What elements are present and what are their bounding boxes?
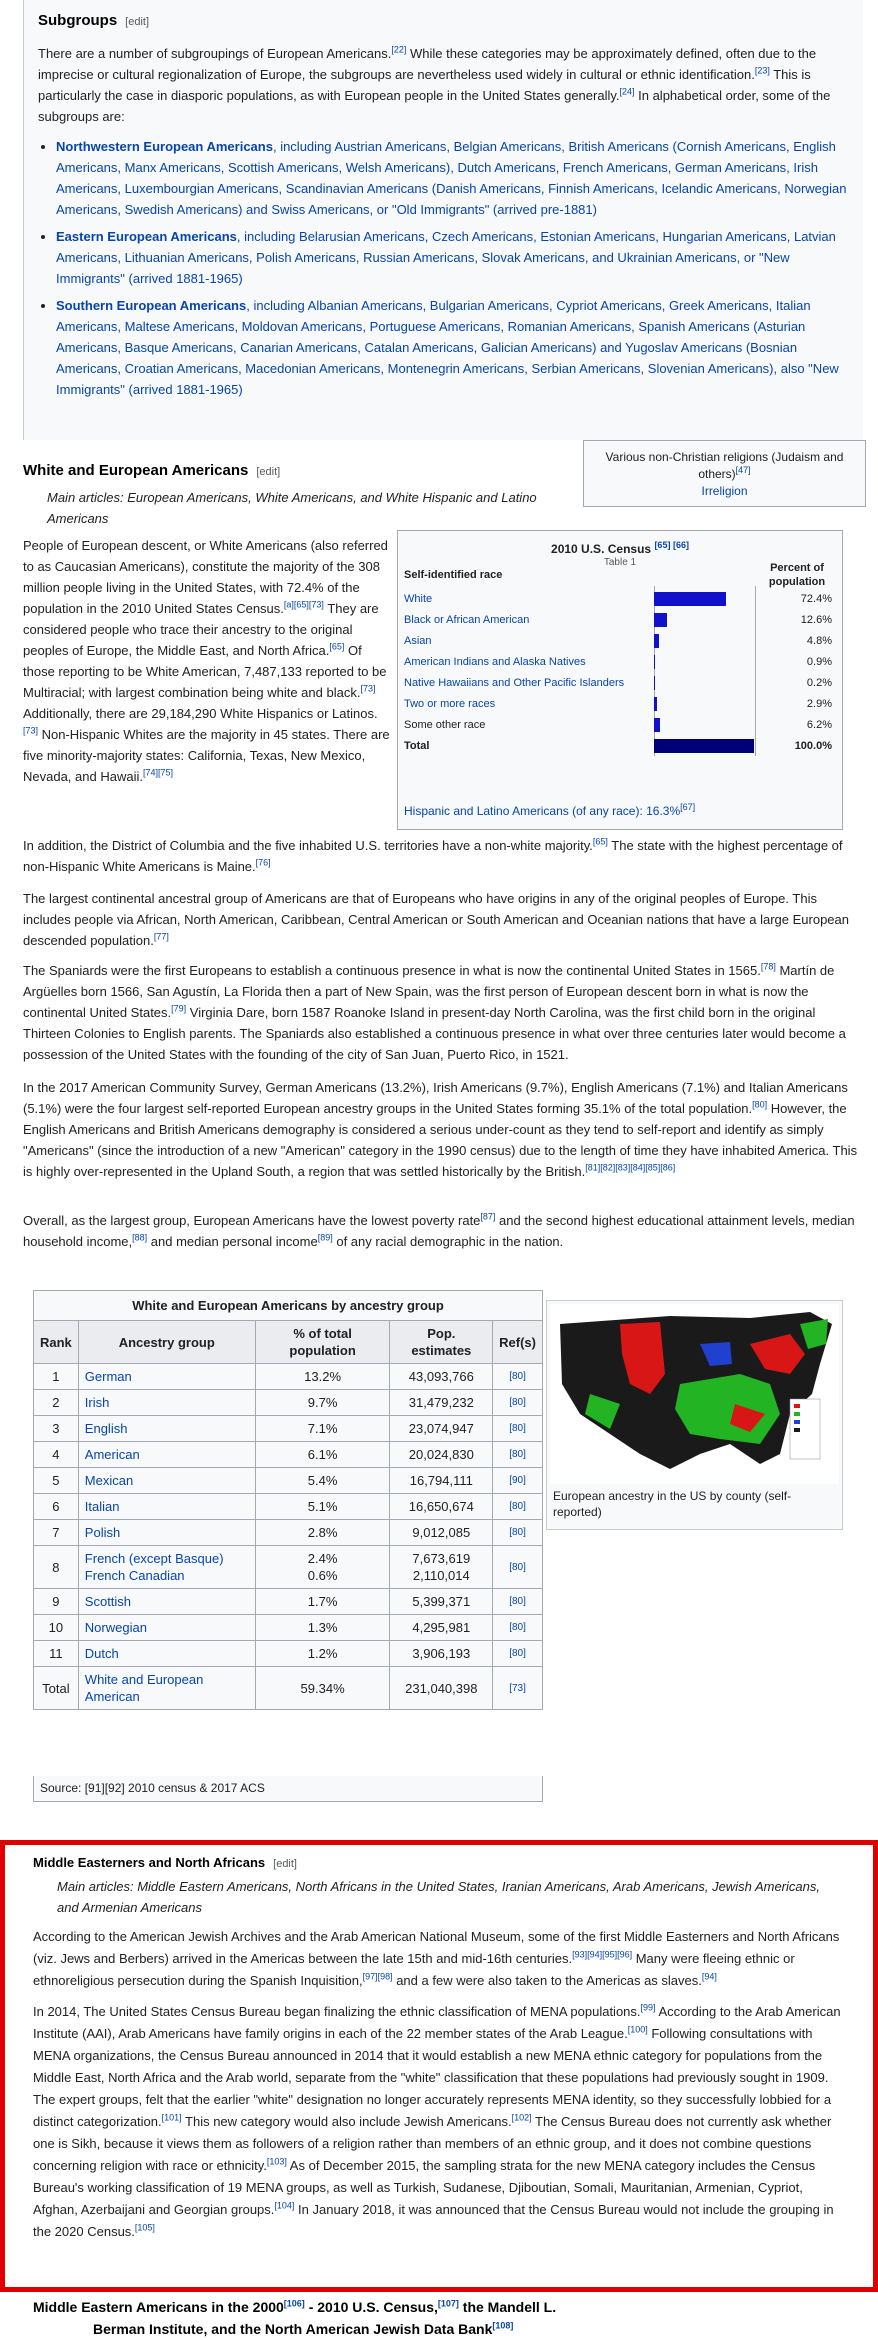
census-bar bbox=[654, 739, 754, 753]
pct-cell bbox=[255, 1390, 390, 1416]
table-header-row bbox=[34, 1321, 543, 1364]
ref-link[interactable]: [47] bbox=[735, 465, 751, 475]
ref-cell bbox=[493, 1546, 543, 1589]
rank-value: 10 bbox=[48, 1620, 64, 1635]
pct-value: 9.7% bbox=[307, 1395, 338, 1410]
group-link[interactable]: Irish bbox=[84, 1395, 110, 1410]
list-item: • Southern European Americans, including Albanian Americans, Bulgarian Americans, Cypriot Americans, Greek Americans, Italian Americans, Maltese Americans, Moldovan Americans, Portuguese Americans, Romanian Americans, Spanish Americans (Asturian Americans, Basque Americans, Canarian Americans, Catalan Americans, Galician Americans) and Yugoslav Americans (Bosnian Americans, Croatian Americans, Macedonian Americans, Montenegrin Americans, Serbian Americans, Slovenian Americans), also "New Immigrants" (arrived 1881-1965) bbox=[56, 295, 849, 400]
ref-link[interactable]: [80] bbox=[509, 1501, 526, 1512]
rank-value: 3 bbox=[52, 1421, 60, 1436]
census-category-label[interactable]: Asian bbox=[404, 635, 432, 647]
pop-value: 31,479,232 bbox=[408, 1395, 474, 1410]
group-link[interactable]: French Canadian bbox=[84, 1568, 185, 1583]
ref-link[interactable]: [80] bbox=[509, 1648, 526, 1659]
rank-value: 1 bbox=[52, 1369, 60, 1384]
census-row bbox=[404, 589, 836, 609]
group-link[interactable]: Scottish bbox=[84, 1594, 132, 1609]
census-row bbox=[404, 610, 836, 630]
ref-cell bbox=[493, 1364, 543, 1390]
rank-cell bbox=[34, 1589, 79, 1615]
census-row bbox=[404, 631, 836, 651]
group-cell bbox=[78, 1667, 255, 1710]
group-link[interactable]: White and European American bbox=[84, 1672, 204, 1704]
ref-link[interactable]: [24] bbox=[619, 86, 635, 97]
group-link[interactable]: French (except Basque) bbox=[84, 1551, 224, 1566]
subgroup-link[interactable]: Eastern European Americans bbox=[56, 229, 237, 244]
rank-value: 7 bbox=[52, 1525, 60, 1540]
mena-paragraph-1: According to the American Jewish Archives and the Arab American National Museum, some of the first Middle Easterners and North Africans (viz. Jews and Berbers) arrived in the Americas between the late 15th and mid-16th centuries.[93][94][95][96] Many were fleeing ethnic or ethnoreligious persecution during the Spanish Inquisition,[97][98] and a few were also taken to the Americas as slaves.[94] bbox=[33, 1929, 840, 1988]
white-paragraph-4: In the 2017 American Community Survey, German Americans (13.2%), Irish Americans (9.7%), English Americans (7.1%) and Italian Americans (5.1%) were the four largest self-reported European ancestry groups in the United States forming 35.1% of the total population.[80] However, the English Americans and British Americans demography is considered a serious under-count as they tend to self-report and identify as simply "Americans" (since the introduction of a new "American" category in the 1990 census) due to the length of time they have inhabited America. This is highly over-represented in the Upland South, a region that was settled historically by the British.[81][82][83][84][85][86] bbox=[23, 1080, 858, 1179]
map-caption: European ancestry in the US by county (self-reported) bbox=[553, 1489, 792, 1519]
pop-value: 20,024,830 bbox=[408, 1447, 474, 1462]
pop-cell bbox=[390, 1416, 493, 1442]
list-item: • Northwestern European Americans, including Austrian Americans, Belgian Americans, British Americans (Cornish Americans, English Americans, Manx Americans, Scottish Americans, Welsh Americans), Dutch Americans, French Americans, German Americans, Irish Americans, Luxembourgian Americans, Scandinavian Americans (Danish Americans, Finnish Americans, Icelandic Americans, Norwegian Americans, Swedish Americans) and Swiss Americans, or "Old Immigrants" (arrived pre-1881) bbox=[56, 136, 849, 220]
rank-value: 6 bbox=[52, 1499, 60, 1514]
ref-link[interactable]: [73] bbox=[509, 1682, 526, 1694]
mena-heading: Middle Easterners and North Africans [edit] bbox=[33, 1855, 297, 1870]
rank-cell bbox=[34, 1667, 79, 1710]
census-row bbox=[404, 694, 836, 714]
pop-value: 16,794,111 bbox=[409, 1473, 473, 1488]
list-item: • Eastern European Americans, including Belarusian Americans, Czech Americans, Estonian Americans, Hungarian Americans, Latvian Americans, Lithuanian Americans, Polish Americans, Russian Americans, Slovak Americans, and Ukrainian Americans, or "New Immigrants" (arrived 1881-1965) bbox=[56, 226, 849, 289]
main-articles-hatnote: Main articles: Middle Eastern Americans, North Africans in the United States, Iranian Americans, Arab Americans, Jewish Americans, and Armenian Americans bbox=[57, 1879, 820, 1915]
pop-cell bbox=[390, 1520, 493, 1546]
ref-link[interactable]: [106] bbox=[283, 2298, 305, 2309]
group-cell bbox=[78, 1641, 255, 1667]
pct-cell bbox=[255, 1667, 390, 1710]
ref-link[interactable]: [99] bbox=[640, 2002, 656, 2013]
census-category-label[interactable]: Black or African American bbox=[404, 614, 530, 626]
table-row bbox=[34, 1546, 543, 1589]
rank-value: 9 bbox=[52, 1594, 60, 1609]
ref-link[interactable]: [80] bbox=[509, 1423, 526, 1434]
pct-cell bbox=[255, 1494, 390, 1520]
table-caption: White and European Americans by ancestry group bbox=[33, 1290, 543, 1320]
pop-value: 43,093,766 bbox=[408, 1369, 474, 1384]
pop-cell bbox=[390, 1641, 493, 1667]
rank-value: 4 bbox=[52, 1447, 60, 1462]
census-value-label: 12.6% bbox=[800, 614, 832, 626]
census-category-label[interactable]: Native Hawaiians and Other Pacific Islanders bbox=[404, 677, 625, 689]
census-bar bbox=[654, 718, 660, 732]
white-paragraph-3: The Spaniards were the first Europeans to establish a continuous presence in what is now the continental United States in 1565.[78] Martín de Argüelles born 1566, San Agustín, La Florida then a part of New Spain, was the first person of European descent born in what is now the continental United States.[79] Virginia Dare, born 1587 Roanoke Island in present-day North Carolina, was the first child born in the original Thirteen Colonies to English parents. The Spaniards also established a continuous presence in what over three centuries later would become a possession of the United States with the founding of the city of San Juan, Puerto Rico, in 1521. bbox=[23, 961, 846, 1062]
ref-link[interactable]: [101] bbox=[161, 2112, 182, 2123]
pct-cell bbox=[255, 1416, 390, 1442]
table-row bbox=[34, 1390, 543, 1416]
ref-link[interactable]: [100] bbox=[627, 2024, 648, 2035]
ref-cell bbox=[493, 1520, 543, 1546]
pct-value: 13.2% bbox=[304, 1369, 342, 1384]
group-cell bbox=[78, 1520, 255, 1546]
pop-cell bbox=[390, 1494, 493, 1520]
ref-link[interactable]: [22] bbox=[391, 44, 407, 55]
rank-value: 2 bbox=[52, 1395, 60, 1410]
rank-value: 11 bbox=[49, 1646, 63, 1661]
ref-link[interactable]: [104] bbox=[274, 2200, 295, 2211]
ref-link[interactable]: [76] bbox=[255, 857, 271, 868]
pct-cell bbox=[255, 1468, 390, 1494]
group-link[interactable]: German bbox=[84, 1369, 132, 1384]
ref-cell bbox=[493, 1416, 543, 1442]
pop-cell bbox=[390, 1589, 493, 1615]
census-value-label: 6.2% bbox=[806, 719, 832, 731]
group-cell bbox=[78, 1364, 255, 1390]
ref-link[interactable]: [87] bbox=[480, 1211, 496, 1222]
ref-link[interactable]: [65] bbox=[592, 836, 608, 847]
rank-cell bbox=[34, 1416, 79, 1442]
rank-cell bbox=[34, 1546, 79, 1589]
pct-cell bbox=[255, 1364, 390, 1390]
subgroup-link[interactable]: Northwestern European Americans bbox=[56, 139, 273, 154]
table-row bbox=[34, 1468, 543, 1494]
ref-link[interactable]: [80] bbox=[509, 1371, 526, 1382]
ref-cell bbox=[493, 1468, 543, 1494]
rank-cell bbox=[34, 1364, 79, 1390]
pop-value: 5,399,371 bbox=[412, 1594, 471, 1609]
ref-link[interactable]: [79] bbox=[171, 1003, 187, 1014]
ref-cell bbox=[493, 1667, 543, 1710]
ref-link[interactable]: [81][82][83][84][85][86] bbox=[585, 1162, 676, 1173]
col-race-header: Self-identified race bbox=[404, 569, 503, 581]
rank-cell bbox=[34, 1615, 79, 1641]
table-row bbox=[34, 1416, 543, 1442]
ref-link[interactable]: [97][98] bbox=[362, 1971, 393, 1982]
rank-value: Total bbox=[42, 1680, 70, 1696]
rank-cell bbox=[34, 1442, 79, 1468]
pop-cell bbox=[390, 1546, 493, 1589]
pop-value: 4,295,981 bbox=[412, 1620, 471, 1635]
group-cell bbox=[78, 1390, 255, 1416]
pct-value: 2.8% bbox=[307, 1525, 338, 1540]
group-link[interactable]: English bbox=[84, 1421, 128, 1436]
census-footer: Hispanic and Latino Americans (of any race): 16.3%[67] bbox=[404, 802, 696, 818]
ref-cell bbox=[493, 1390, 543, 1416]
pop-cell bbox=[390, 1364, 493, 1390]
ref-link[interactable]: [67] bbox=[680, 802, 696, 812]
ref-link[interactable]: [80] bbox=[509, 1449, 526, 1460]
group-cell bbox=[78, 1442, 255, 1468]
group-cell bbox=[78, 1589, 255, 1615]
pop-value: 2,110,014 bbox=[412, 1568, 470, 1583]
pop-cell bbox=[390, 1390, 493, 1416]
edit-link[interactable]: [edit] bbox=[273, 1858, 297, 1870]
subgroup-link[interactable]: Southern European Americans bbox=[56, 298, 247, 313]
pop-value: 9,012,085 bbox=[412, 1525, 471, 1540]
religion-infobox-fragment: Various non-Christian religions (Judaism and others)[47] Irreligion bbox=[583, 440, 866, 507]
rank-cell bbox=[34, 1390, 79, 1416]
group-cell bbox=[78, 1615, 255, 1641]
pop-cell bbox=[390, 1615, 493, 1641]
table-row bbox=[34, 1641, 543, 1667]
mena-paragraph-2: In 2014, The United States Census Bureau began finalizing the ethnic classification of MENA populations.[99] According to the Arab American Institute (AAI), Arab Americans have family origins in each of the 22 member states of the Arab League.[100] Following consultations with MENA organizations, the Census Bureau announced in 2014 that it would establish a new MENA ethnic category for populations from the Middle East, North Africa and the Arab world, separate from the "white" classification that these populations had previously sought in 1909. The expert groups, felt that the earlier "white" designation no longer accurately represents MENA identity, so they successfully lobbied for a distinct categorization.[101] This new category would also include Jewish Americans.[102] The Census Bureau does not currently ask whether one is Sikh, because it views them as followers of a religion rather than members of an ethnic group, and it does not combine questions concerning religion with race or ethnicity.[103] As of December 2015, the sampling strata for the new MENA category includes the Census Bureau's working classification of 19 MENA groups, as well as Turkish, Sudanese, Djiboutian, Somali, Mauritanian, Armenian, Cypriot, Afghan, Azerbaijani and Georgian groups.[104] In January 2018, it was announced that the Census Bureau would not include the grouping in the 2020 Census.[105] bbox=[33, 2002, 841, 2239]
census-category-label[interactable]: White bbox=[404, 593, 433, 605]
group-cell bbox=[78, 1546, 255, 1589]
ref-cell bbox=[493, 1641, 543, 1667]
rank-value: 8 bbox=[52, 1559, 60, 1575]
census-row bbox=[404, 736, 836, 756]
group-link[interactable]: Norwegian bbox=[84, 1620, 147, 1635]
pct-value: 0.6% bbox=[307, 1568, 338, 1583]
census-bar bbox=[654, 676, 655, 690]
pct-cell bbox=[255, 1546, 390, 1589]
pct-value: 1.2% bbox=[307, 1646, 338, 1661]
census-category-label[interactable]: Two or more races bbox=[404, 698, 496, 710]
col-pct-header: Percent of population bbox=[768, 562, 826, 588]
th-pct[interactable]: % of total population bbox=[255, 1321, 390, 1364]
table-row bbox=[34, 1589, 543, 1615]
ref-link[interactable]: [74][75] bbox=[142, 767, 173, 778]
ref-link[interactable]: [80] bbox=[509, 1561, 526, 1573]
ref-link[interactable]: [108] bbox=[492, 2320, 514, 2331]
pop-cell bbox=[390, 1667, 493, 1710]
pop-value: 231,040,398 bbox=[405, 1680, 478, 1696]
ref-link[interactable]: [73] bbox=[23, 725, 39, 736]
group-cell bbox=[78, 1416, 255, 1442]
group-link[interactable]: Polish bbox=[84, 1525, 121, 1540]
table-row bbox=[34, 1442, 543, 1468]
main-articles-hatnote: Main articles: European Americans, White Americans, and White Hispanic and Latino Americans bbox=[47, 490, 537, 526]
ref-link[interactable]: [88] bbox=[132, 1232, 148, 1243]
census-value-label: 2.9% bbox=[806, 698, 832, 710]
pct-cell bbox=[255, 1615, 390, 1641]
irreligion-link[interactable]: Irreligion bbox=[701, 484, 748, 498]
white-paragraph-1: People of European descent, or White Americans (also referred to as Caucasian Americans), constitute the majority of the 308 million people living in the United States, with 72.4% of the population in the 2010 United States Census.[a][65][73] They are considered people who trace their ancestry to the original peoples of Europe, the Middle East, and North Africa.[65] Of those reporting to be White American, 7,487,133 reported to be Multiracial; with largest combination being white and black.[73] Additionally, there are 29,184,290 White Hispanics or Latinos.[73] Non-Hispanic Whites are the majority in 45 states. There are five minority-majority states: California, Texas, New Mexico, Nevada, and Hawaii.[74][75] bbox=[23, 538, 390, 784]
ref-link[interactable]: [a][65][73] bbox=[283, 599, 324, 610]
pop-value: 23,074,947 bbox=[408, 1421, 474, 1436]
subgroups-section bbox=[23, 0, 863, 440]
census-bar bbox=[654, 655, 655, 669]
ref-cell bbox=[493, 1442, 543, 1468]
census-row bbox=[404, 673, 836, 693]
pct-cell bbox=[255, 1641, 390, 1667]
ref-link[interactable]: [80] bbox=[509, 1622, 526, 1633]
th-rank[interactable]: Rank bbox=[34, 1321, 79, 1364]
census-row bbox=[404, 652, 836, 672]
group-cell bbox=[78, 1468, 255, 1494]
pct-cell bbox=[255, 1442, 390, 1468]
white-paragraph-5: Overall, as the largest group, European Americans have the lowest poverty rate[87] and the second highest educational attainment levels, median household income,[88] and median personal income[89] of any racial demographic in the nation. bbox=[23, 1211, 855, 1249]
census-value-label: 72.4% bbox=[800, 593, 832, 605]
census-value-label: 0.9% bbox=[806, 656, 832, 668]
pct-value: 1.3% bbox=[307, 1620, 338, 1635]
group-link[interactable]: Dutch bbox=[84, 1646, 119, 1661]
group-link[interactable]: Italian bbox=[84, 1499, 120, 1514]
th-pop[interactable]: Pop. estimates bbox=[390, 1321, 493, 1364]
pct-value: 59.34% bbox=[300, 1680, 345, 1696]
table-row bbox=[34, 1364, 543, 1390]
pct-value: 7.1% bbox=[307, 1421, 338, 1436]
white-paragraph-2: The largest continental ancestral group of Americans are that of Europeans who have origins in any of the original peoples of Europe. This includes people via African, North American, Caribbean, Central American or South American and Oceanian nations that have a large European descended population.[77] bbox=[23, 891, 849, 948]
table-body bbox=[34, 1364, 543, 1710]
ref-cell bbox=[493, 1589, 543, 1615]
ref-link[interactable]: [78] bbox=[760, 961, 776, 972]
ref-link[interactable]: [73] bbox=[360, 683, 376, 694]
next-table-caption: Middle Eastern Americans in the 2000[106] - 2010 U.S. Census,[107] the Mandell L. Berman Institute, and the North American Jewish Data Bank[108] bbox=[33, 2298, 557, 2337]
table-row bbox=[34, 1520, 543, 1546]
subgroups-intro: There are a number of subgroupings of European Americans.[22] While these categories may be approximately defined, often due to the imprecise or cultural regionalization of Europe, the subgroups are nevertheless used widely in cultural or ethnic identification.[23] This is particularly the case in diasporic populations, as with European people in the United States generally.[24] In alphabetical order, some of the subgroups are: bbox=[38, 44, 831, 124]
ref-link[interactable]: [65] bbox=[329, 641, 345, 652]
census-value-label: 100.0% bbox=[794, 740, 832, 752]
ref-link[interactable]: [102] bbox=[511, 2112, 532, 2123]
th-refs[interactable]: Ref(s) bbox=[493, 1321, 543, 1364]
ref-link[interactable]: [77] bbox=[153, 931, 169, 942]
th-group[interactable]: Ancestry group bbox=[78, 1321, 255, 1364]
table-row bbox=[34, 1667, 543, 1710]
edit-link[interactable]: [edit] bbox=[256, 466, 281, 478]
census-bar bbox=[654, 697, 657, 711]
rank-cell bbox=[34, 1494, 79, 1520]
pct-value: 6.1% bbox=[307, 1447, 338, 1462]
census-value-label: 0.2% bbox=[806, 677, 832, 689]
ref-link[interactable]: [80] bbox=[509, 1596, 526, 1607]
ref-link[interactable]: [65] [66] bbox=[654, 540, 689, 550]
us-map-image[interactable] bbox=[550, 1304, 839, 1484]
ancestry-table bbox=[33, 1290, 543, 1710]
pop-value: 7,673,619 bbox=[412, 1551, 471, 1566]
rank-cell bbox=[34, 1468, 79, 1494]
ref-link[interactable]: [107] bbox=[437, 2298, 459, 2309]
ref-link[interactable]: [90] bbox=[509, 1475, 526, 1486]
ancestry-map-thumb[interactable] bbox=[546, 1300, 843, 1530]
census-bar bbox=[654, 592, 726, 606]
subgroups-heading: Subgroups [edit] bbox=[38, 12, 150, 29]
mena-section bbox=[0, 1840, 878, 2292]
pop-value: 16,650,674 bbox=[408, 1499, 474, 1514]
rank-value: 5 bbox=[52, 1473, 60, 1488]
pct-cell bbox=[255, 1520, 390, 1546]
census-bar bbox=[654, 613, 667, 627]
pct-value: 1.7% bbox=[307, 1594, 338, 1609]
table-row bbox=[34, 1615, 543, 1641]
ref-link[interactable]: [89] bbox=[317, 1232, 333, 1243]
white-heading: White and European Americans [edit] bbox=[23, 462, 281, 479]
ref-cell bbox=[493, 1615, 543, 1641]
pct-value: 2.4% bbox=[307, 1551, 338, 1566]
rank-cell bbox=[34, 1520, 79, 1546]
census-category-label: Some other race bbox=[404, 719, 486, 731]
census-row bbox=[404, 715, 836, 735]
group-link[interactable]: Mexican bbox=[84, 1473, 134, 1488]
census-bar bbox=[654, 634, 659, 648]
ref-link[interactable]: [93][94][95][96] bbox=[572, 1949, 633, 1960]
census-category-label: Total bbox=[404, 740, 430, 752]
census-value-label: 4.8% bbox=[806, 635, 832, 647]
group-cell bbox=[78, 1494, 255, 1520]
subgroups-list bbox=[38, 136, 849, 400]
ref-link[interactable]: [80] bbox=[509, 1397, 526, 1408]
white-paragraph-1-cont: In addition, the District of Columbia and the five inhabited U.S. territories have a non-white majority.[65] The state with the highest percentage of non-Hispanic White Americans is Maine.[76] bbox=[23, 836, 843, 874]
pct-value: 5.4% bbox=[307, 1473, 338, 1488]
table-source: Source: [91][92] 2010 census & 2017 ACS bbox=[33, 1776, 543, 1802]
ref-link[interactable]: [103] bbox=[266, 2156, 287, 2167]
census-category-label[interactable]: American Indians and Alaska Natives bbox=[404, 656, 586, 668]
pct-value: 5.1% bbox=[307, 1499, 338, 1514]
census-subtitle: Table 1 bbox=[603, 557, 637, 568]
pct-cell bbox=[255, 1589, 390, 1615]
rank-cell bbox=[34, 1641, 79, 1667]
table-row bbox=[34, 1494, 543, 1520]
ref-link[interactable]: [80] bbox=[752, 1099, 768, 1110]
ref-link[interactable]: [94] bbox=[701, 1971, 717, 1982]
ref-cell bbox=[493, 1494, 543, 1520]
group-link[interactable]: American bbox=[84, 1447, 140, 1462]
census-title: 2010 U.S. Census [65] [66] bbox=[551, 540, 689, 556]
pop-cell bbox=[390, 1442, 493, 1468]
pop-cell bbox=[390, 1468, 493, 1494]
ref-link[interactable]: [23] bbox=[754, 65, 770, 76]
ref-link[interactable]: [80] bbox=[509, 1527, 526, 1538]
ref-link[interactable]: [105] bbox=[134, 2222, 155, 2233]
census-2010-chart bbox=[397, 530, 843, 830]
edit-link[interactable]: [edit] bbox=[125, 16, 150, 28]
pop-value: 3,906,193 bbox=[412, 1646, 471, 1661]
